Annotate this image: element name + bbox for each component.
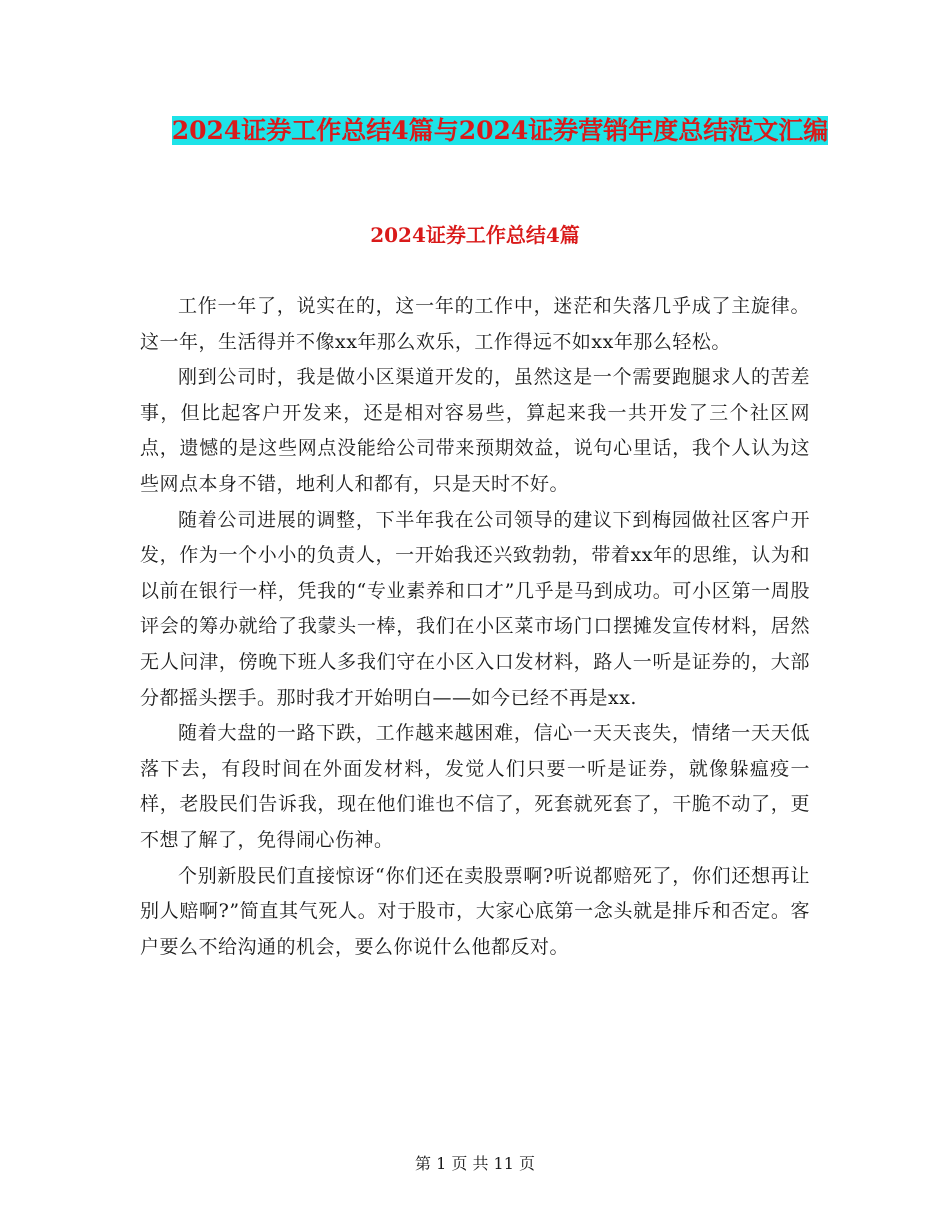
paragraph: 个别新股民们直接惊讶“你们还在卖股票啊?听说都赔死了，你们还想再让别人赔啊?”简直其气死人。对于股市，大家心底第一念头就是排斥和否定。客户要么不给沟通的机会，要么你说什么他都反对。 (140, 864, 810, 958)
page-footer (0, 1152, 950, 1176)
body-text (140, 289, 810, 965)
paragraph: 随着大盘的一路下跌，工作越来越困难，信心一天天丧失，情绪一天天低落下去，有段时间在外面发材料，发觉人们只要一听是证券，就像躲瘟疫一样，老股民们告诉我，现在他们谁也不信了，死套就死套了，干脆不动了，更不想了解了，免得闹心伤神。 (140, 722, 810, 851)
document-title (140, 108, 860, 154)
section-heading: 2024证券工作总结4篇 (370, 223, 580, 247)
paragraph: 随着公司进展的调整，下半年我在公司领导的建议下到梅园做社区客户开发，作为一个小小的负责人，一开始我还兴致勃勃，带着xx年的思维，认为和以前在银行一样，凭我的“专业素养和口才”几乎是马到成功。可小区第一周股评会的筹办就给了我蒙头一棒，我们在小区菜市场门口摆摊发宣传材料，居然无人问津，傍晚下班人多我们守在小区入口发材料，路人一听是证券的，大部分都摇头摆手。那时我才开始明白——如今已经不再是xx. (140, 508, 810, 709)
page-number: 第 1 页 共 11 页 (415, 1154, 535, 1173)
paragraph: 刚到公司时，我是做小区渠道开发的，虽然这是一个需要跑腿求人的苦差事，但比起客户开发来，还是相对容易些，算起来我一共开发了三个社区网点，遗憾的是这些网点没能给公司带来预期效益，说句心里话，我个人认为这些网点本身不错，地利人和都有，只是天时不好。 (140, 366, 810, 495)
document-title-text: 2024证券工作总结4篇与2024证券营销年度总结范文汇编 (171, 116, 829, 145)
paragraph: 工作一年了，说实在的，这一年的工作中，迷茫和失落几乎成了主旋律。这一年，生活得并不像xx年那么欢乐，工作得远不如xx年那么轻松。 (140, 295, 810, 353)
